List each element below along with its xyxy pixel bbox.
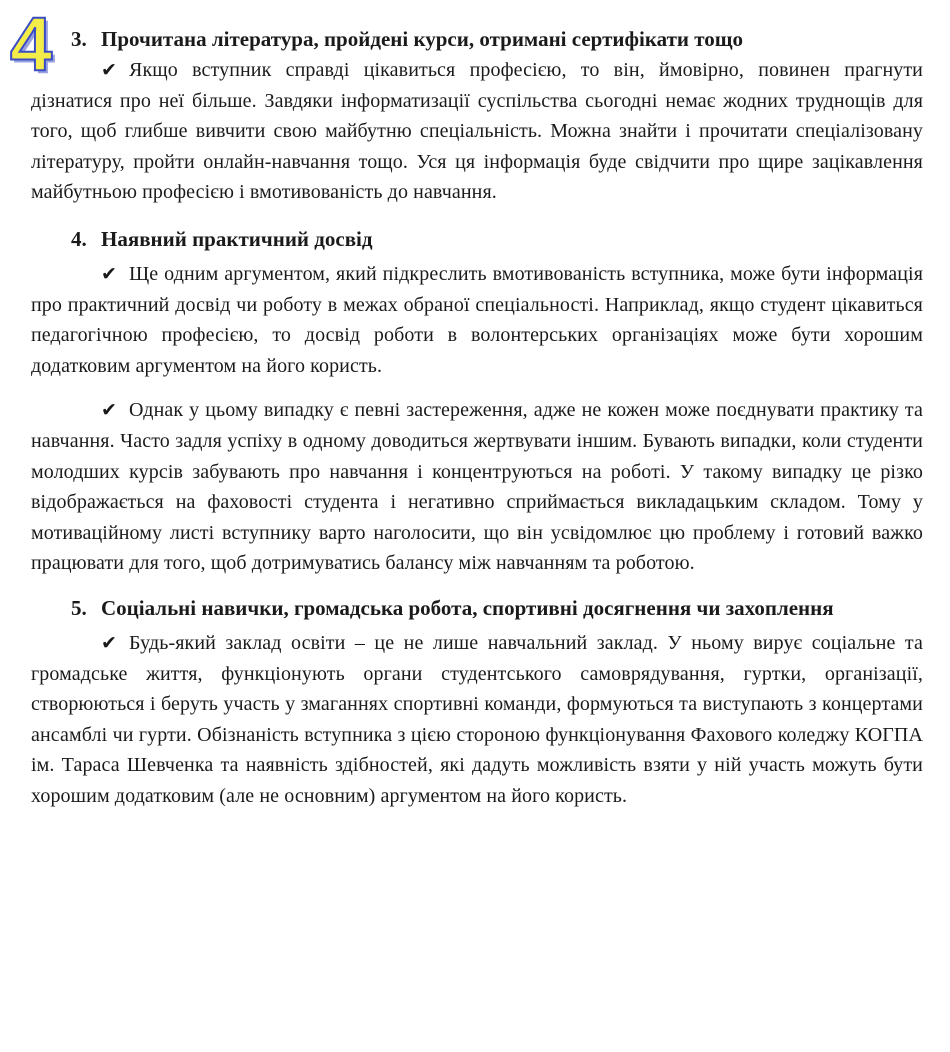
section-5-heading [31, 595, 923, 622]
section-4-heading [31, 226, 923, 253]
section-4-paragraph-2 [31, 395, 923, 579]
page-number-badge: 4 [10, 2, 53, 87]
section-3-heading [31, 26, 923, 53]
section-3-title: Прочитана література, пройдені курси, отримані сертифікати тощо [101, 27, 744, 51]
checkmark-icon: ✔ [101, 262, 118, 285]
checkmark-icon: ✔ [101, 399, 118, 422]
section-3-number: 3. [71, 27, 87, 51]
section-4-title: Наявний практичний досвід [101, 226, 373, 251]
section-4-paragraph-2-text: Однак у цьому випадку є певні застереження, адже не кожен може поєднувати практику та навчання. Часто задля успіху в одному доводиться жертвувати іншим. Бувають випадки, коли студенти молодших курсів забувають про навчання і концентруються на роботі. У такому випадку це різко відображається на фаховості студента і негативно сприймається викладацьким складом. Тому у мотиваційному листі вступнику варто наголосити, що він усвідомлює цю проблему і готовий важко працювати для того, щоб дотримуватись балансу між навчанням та роботою. [31, 399, 923, 575]
section-5-title: Соціальні навички, громадська робота, спортивні досягнення чи захоплення [101, 595, 834, 620]
section-4-paragraph-1-text: Ще одним аргументом, який підкреслить вмотивованість вступника, може бути інформація про практичний досвід чи роботу в межах обраної спеціальності. Наприклад, якщо студент цікавиться педагогічною професією, то досвід роботи в волонтерських організаціях може бути хорошим додатковим аргументом на його користь. [31, 262, 923, 377]
checkmark-icon: ✔ [101, 631, 118, 654]
section-3-paragraph-1 [31, 55, 923, 208]
section-5-paragraph-1 [31, 628, 923, 812]
section-4-number: 4. [71, 226, 87, 251]
section-5-paragraph-1-text: Будь-який заклад освіти – це не лише навчальний заклад. У ньому вирує соціальне та громадське життя, функціонують органи студентського самоврядування, гуртки, організації, створюються і беруть участь у змаганнях спортивні команди, формуються та виступають з концертами ансамблі чи гурти. Обізнаність вступника з цією стороною функціонування Фахового коледжу КОГПА ім. Тараса Шевченка та наявність здібностей, які дадуть можливість взяти у ній участь можуть бути хорошим додатковим (але не основним) аргументом на його користь. [31, 631, 923, 807]
section-4-paragraph-1 [31, 259, 923, 381]
checkmark-icon: ✔ [101, 59, 118, 81]
section-3-paragraph-1-text: Якщо вступник справді цікавиться професією, то він, ймовірно, повинен прагнути дізнатися про неї більше. Завдяки інформатизації суспільства сьогодні немає жодних труднощів для того, щоб глибше вивчити свою майбутню спеціальність. Можна знайти і прочитати спеціалізовану літературу, пройти онлайн-навчання тощо. Уся ця інформація буде свідчити про щире зацікавлення майбутньою професією і вмотивованість до навчання. [31, 59, 923, 204]
document-body [31, 20, 923, 811]
section-5-number: 5. [71, 595, 87, 620]
